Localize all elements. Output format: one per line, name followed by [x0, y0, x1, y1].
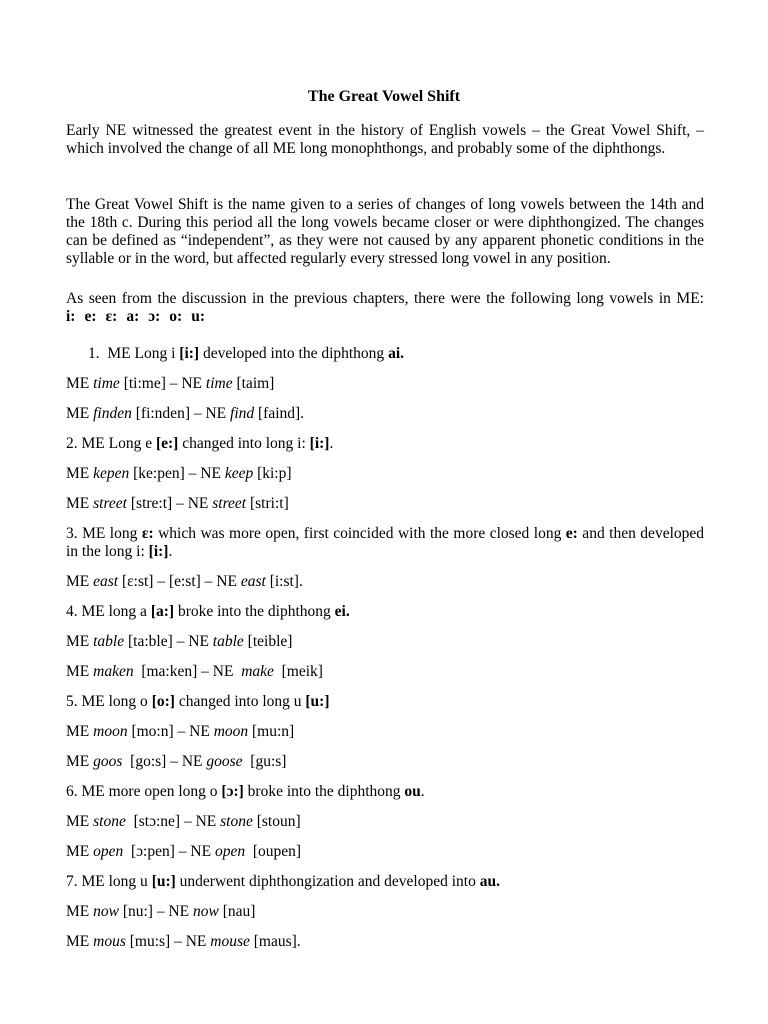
example-goos: ME goos [go:s] – NE goose [gu:s]: [66, 753, 287, 770]
vowel-item: e:: [84, 308, 97, 325]
rule-text: ME Long i: [107, 345, 180, 362]
rule-6: 6. ME more open long o [ɔ:] broke into the diphthong ou.: [66, 783, 425, 800]
rule-7: 7. ME long u [u:] underwent diphthongization and developed into au.: [66, 873, 500, 890]
example-maken: ME maken [ma:ken] – NE make [meik]: [66, 663, 323, 680]
example-stone: ME stone [stɔ:ne] – NE stone [stoun]: [66, 813, 301, 830]
example-now: ME now [nu:] – NE now [nau]: [66, 903, 256, 920]
vowels-intro: As seen from the discussion in the previous chapters, there were the following long vowels in ME:: [66, 290, 704, 307]
rule-1: [88, 345, 404, 363]
example-table: ME table [ta:ble] – NE table [teible]: [66, 633, 293, 650]
example-kepen: ME kepen [ke:pen] – NE keep [ki:p]: [66, 465, 292, 482]
example-east: ME east [ɛ:st] – [e:st] – NE east [i:st].: [66, 573, 303, 590]
vowel-item: a:: [126, 308, 140, 325]
vowel-item: ɛ:: [105, 308, 118, 325]
rule-text: developed into the diphthong: [199, 345, 389, 362]
example-open: ME open [ɔ:pen] – NE open [oupen]: [66, 843, 302, 860]
vowel-list: [66, 308, 214, 325]
example-street: ME street [stre:t] – NE street [stri:t]: [66, 495, 289, 512]
vowel-item: ɔ:: [148, 308, 161, 325]
rule-4: 4. ME long a [a:] broke into the diphthong ei.: [66, 603, 350, 620]
rule-result: ai.: [388, 345, 404, 362]
vowel-item: o:: [169, 308, 183, 325]
example-mous: ME mous [mu:s] – NE mouse [maus].: [66, 933, 301, 950]
rule-symbol: [i:]: [179, 345, 200, 362]
intro-paragraph: Early NE witnessed the greatest event in the history of English vowels – the Great Vowel Shift, – which involved the change of all ME long monophthongs, and probably some of the diphthongs.: [66, 122, 704, 157]
example-time: ME time [ti:me] – NE time [taim]: [66, 375, 275, 392]
example-moon: ME moon [mo:n] – NE moon [mu:n]: [66, 723, 295, 740]
rule-number: 1.: [88, 345, 100, 362]
rule-2: 2. ME Long e [e:] changed into long i: [i:].: [66, 435, 334, 452]
page-title: The Great Vowel Shift: [307, 88, 461, 105]
rule-5: 5. ME long o [o:] changed into long u [u:]: [66, 693, 330, 710]
example-finden: ME finden [fi:nden] – NE find [faind].: [66, 405, 305, 422]
vowels-paragraph: [66, 290, 704, 326]
vowel-item: u:: [191, 308, 205, 325]
definition-paragraph: The Great Vowel Shift is the name given to a series of changes of long vowels between the 14th and the 18th c. During this period all the long vowels became closer or were diphthongized. The changes can be defined as “independent”, as they were not caused by any apparent phonetic conditions in the syllable or in the word, but affected regularly every stressed long vowel in any position.: [66, 196, 704, 267]
rule-3: 3. ME long ɛ: which was more open, first coincided with the more closed long e: and then developed in the long i: [i:].: [66, 525, 705, 560]
vowel-item: i:: [66, 308, 76, 325]
